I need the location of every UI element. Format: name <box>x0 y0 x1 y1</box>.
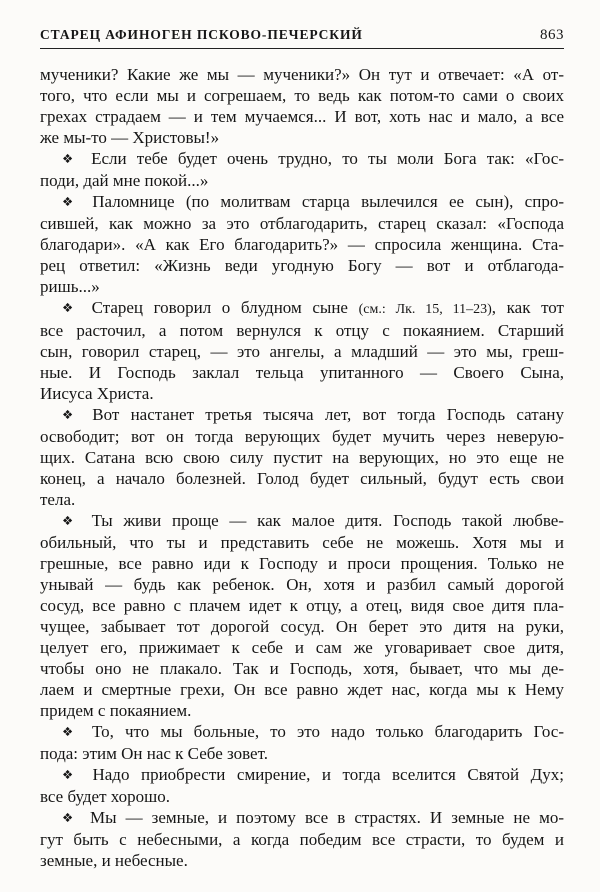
text-line: ❖ Паломнице (по молитвам старца вылечился ее сын), спро- <box>62 192 564 211</box>
bullet-diamond-icon: ❖ <box>62 300 80 315</box>
scripture-reference: (см.: Лк. 15, 11–23) <box>358 302 492 317</box>
page-number: 863 <box>540 27 564 43</box>
text-line: поди, дай мне покой...» <box>40 171 209 190</box>
text-line: ❖ Если тебе будет очень трудно, то ты моли Бога так: «Гос- <box>62 149 564 168</box>
header-rule <box>40 48 564 49</box>
text-line: щих. Сатана всю свою силу пустит на верующих, но это еще не <box>40 448 564 467</box>
text-line: ❖ Вот настанет третья тысяча лет, вот тогда Господь сатану <box>62 405 564 424</box>
paragraph <box>40 191 564 297</box>
text-line: ные. И Господь заклал тельца упитанного — Своего Сына, <box>40 363 564 382</box>
running-title: СТАРЕЦ АФИНОГЕН ПСКОВО-ПЕЧЕРСКИЙ <box>40 27 363 42</box>
paragraph <box>40 721 564 764</box>
text-line: все будет хорошо. <box>40 787 170 806</box>
bullet-diamond-icon: ❖ <box>62 194 81 209</box>
text-line: рец ответил: «Жизнь веди угодную Богу — вот и отблагода- <box>40 256 564 275</box>
text-line: грешные, все равно иди к Господу и проси прощения. Только не <box>40 554 564 573</box>
text-line: гут быть с небесными, а когда победим все страсти, то будем и <box>40 830 564 849</box>
paragraph <box>40 807 564 871</box>
text-line: тела. <box>40 490 76 509</box>
text-line: целует его, прижимает к себе и сам же уговаривает свое дитя, <box>40 638 564 657</box>
text-line: унывай — будь как ребенок. Он, хотя и разбил самый дорогой <box>40 575 564 594</box>
text-line: ❖ Ты живи проще — как малое дитя. Господь такой любве- <box>62 511 564 530</box>
text-line: сын, говорил старец, — это ангелы, а младший — это мы, греш- <box>40 342 564 361</box>
text-line: ❖ Старец говорил о блудном сыне (см.: Лк. 15, 11–23), как тот <box>62 298 564 317</box>
bullet-diamond-icon: ❖ <box>62 151 80 166</box>
text-line: конец, а начало болезней. Голод будет сильный, будут есть свои <box>40 469 564 488</box>
text-line: освободит; вот он тогда верующих будет мучить через неверую- <box>40 427 564 446</box>
text-line: сосуд, все равно с плачем идет к отцу, а отец, видя свое дитя пла- <box>40 596 564 615</box>
text-line: же мы-то — Христовы!» <box>40 128 220 147</box>
page-body <box>40 64 564 871</box>
text-line: грехах страдаем — и тем мучаемся... И вот, хоть нас и мало, а все <box>40 107 564 126</box>
text-line: ❖ Надо приобрести смирение, и тогда вселится Святой Дух; <box>62 765 564 784</box>
text-line: все расточил, а потом вернулся к отцу с покаянием. Старший <box>40 321 564 340</box>
text-line: благодари». «А как Его благодарить?» — спросила женщина. Ста- <box>40 235 564 254</box>
bullet-diamond-icon: ❖ <box>62 513 80 528</box>
paragraph <box>40 764 564 807</box>
page-header <box>40 27 564 44</box>
text-line: чтобы оно не плакало. Так и Господь, хотя, бывает, что мы де- <box>40 659 564 678</box>
text-line: Иисуса Христа. <box>40 384 154 403</box>
text-line: ришь...» <box>40 277 100 296</box>
text-line: обильный, что ты и представить себе не можешь. Хотя мы и <box>40 533 564 552</box>
page-content <box>40 27 564 871</box>
paragraph <box>40 148 564 191</box>
bullet-diamond-icon: ❖ <box>62 767 81 782</box>
text-line: сившей, как можно за это отблагодарить, старец сказал: «Господа <box>40 214 564 233</box>
text-line: лаем и смертные грехи, Он все равно ждет нас, когда мы к Нему <box>40 680 564 699</box>
text-line: ❖ Мы — земные, и поэтому все в страстях. И земные не мо- <box>62 808 564 827</box>
paragraph <box>40 64 564 148</box>
bullet-diamond-icon: ❖ <box>62 810 79 825</box>
text-line: придем с покаянием. <box>40 701 192 720</box>
text-line: земные, и небесные. <box>40 851 188 870</box>
text-line: мученики? Какие же мы — мученики?» Он тут и отвечает: «А от- <box>40 65 564 84</box>
paragraph <box>40 404 564 510</box>
paragraph <box>40 510 564 721</box>
text-line: ❖ То, что мы больные, то это надо только благодарить Гос- <box>62 722 564 741</box>
bullet-diamond-icon: ❖ <box>62 724 81 739</box>
text-line: пода: этим Он нас к Себе зовет. <box>40 744 268 763</box>
text-line: чущее, забывает тот дорогой сосуд. Он берет это дитя на руки, <box>40 617 564 636</box>
paragraph <box>40 297 564 404</box>
bullet-diamond-icon: ❖ <box>62 407 81 422</box>
text-line: того, что если мы и согрешаем, то ведь как потом-то сами о своих <box>40 86 564 105</box>
